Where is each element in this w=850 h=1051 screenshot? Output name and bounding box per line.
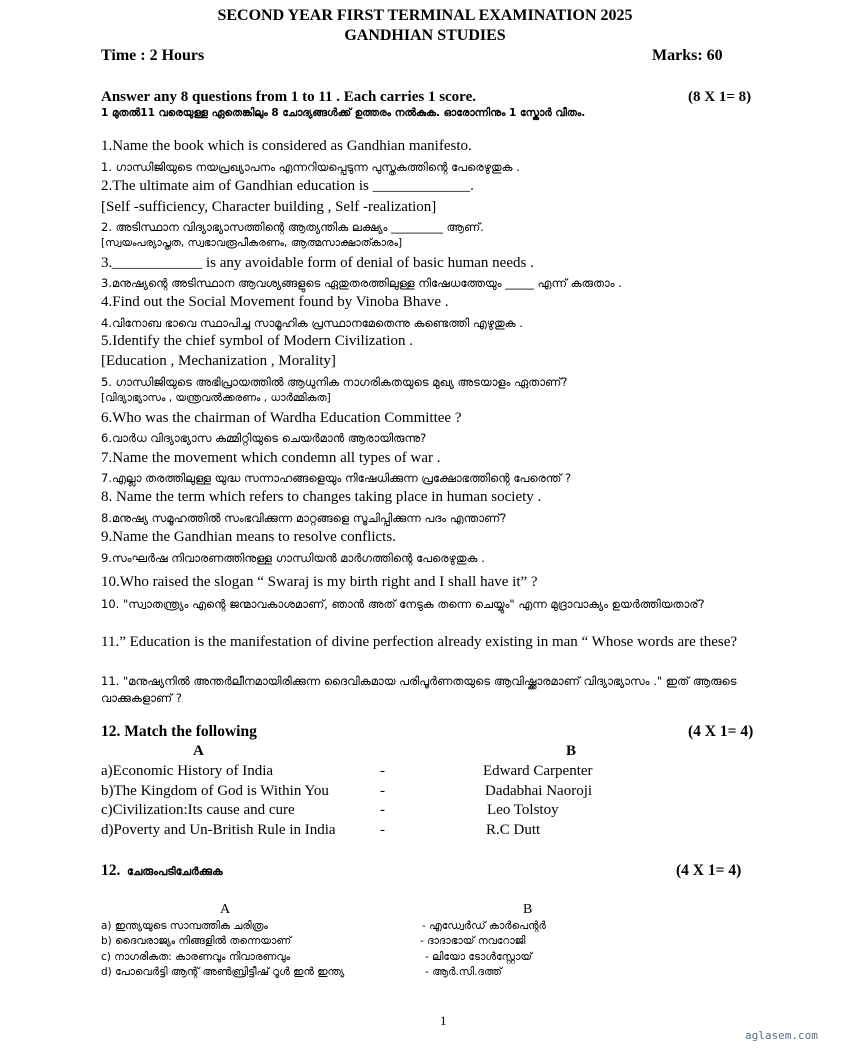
- match-row-b: Leo Tolstoy: [487, 802, 559, 818]
- match-row-dash: -: [380, 783, 385, 799]
- question-11-ml: 11. "മനുഷ്യനിൽ അന്തർലീനമായിരിക്കുന്ന ദൈവികമായ പരിപൂർണതയുടെ ആവിഷ്ക്കാരമാണ് വിദ്യാഭ്യാസം ." ഇത് ആരുടെ വാക്കുകളാണ് ?: [101, 674, 737, 705]
- match-ml-title: ചേരുംപടിചേർക്കുക: [127, 865, 223, 878]
- match-row-a: a)Economic History of India: [101, 763, 274, 779]
- match-ml-row-a: c) നാഗരികത: കാരണവും നിവാരണവും: [101, 951, 291, 963]
- match-title: 12. Match the following: [101, 723, 257, 740]
- exam-title: SECOND YEAR FIRST TERMINAL EXAMINATION 2025: [217, 7, 633, 24]
- question-10-ml: 10. "സ്വാതന്ത്ര്യം എന്റെ ജന്മാവകാശമാണ്, ഞാൻ അത് നേടുക തന്നെ ചെയ്യും" എന്ന മുദ്രാവാക്യം ഉയർത്തിയതാര്?: [101, 597, 705, 611]
- question-7-ml: 7.എല്ലാ തരത്തിലുള്ള യുദ്ധ സന്നാഹങ്ങളെയും നിഷേധിക്കുന്ന പ്രക്ഷോഭത്തിന്റെ പേരെന്ത് ?: [101, 471, 572, 485]
- section1-score: (8 X 1= 8): [688, 89, 752, 105]
- match-row-b: Edward Carpenter: [483, 763, 593, 779]
- question-4-ml: 4.വിനോബ ഭാവെ സ്ഥാപിച്ച സാമൂഹിക പ്രസ്ഥാനമേതെന്നു കണ്ടെത്തി എഴുതുക .: [101, 316, 523, 330]
- question-5: 5.Identify the chief symbol of Modern Civilization .: [101, 333, 414, 349]
- section1-instruction: Answer any 8 questions from 1 to 11 . Each carries 1 score.: [101, 89, 476, 105]
- question-8: 8. Name the term which refers to changes taking place in human society .: [101, 489, 542, 505]
- match-ml-row-b: - എഡ്വേർഡ് കാർപെന്റർ: [422, 920, 546, 932]
- match-col-b: B: [566, 743, 577, 759]
- question-1-ml: 1. ഗാന്ധിജിയുടെ നയപ്രഖ്യാപനം എന്നറിയപ്പെടുന്ന പുസ്തകത്തിന്റെ പേരെഴുതുക .: [101, 160, 520, 174]
- question-4: 4.Find out the Social Movement found by Vinoba Bhave .: [101, 294, 449, 310]
- match-score: (4 X 1= 4): [688, 723, 754, 740]
- match-row-a: c)Civilization:Its cause and cure: [101, 802, 295, 818]
- question-11: 11.” Education is the manifestation of divine perfection already existing in man “ Whose words are these?: [101, 634, 738, 650]
- question-5-options: [Education , Mechanization , Morality]: [101, 353, 336, 369]
- match-row-b: Dadabhai Naoroji: [485, 783, 593, 799]
- section1-instruction-ml: 1 മുതൽ11 വരെയുള്ള ഏതെങ്കിലും 8 ചോദ്യങ്ങൾക്ക് ഉത്തരം നൽകുക. ഓരോന്നിനും 1 സ്കോർ വീതം.: [101, 107, 586, 119]
- subject-title: GANDHIAN STUDIES: [344, 27, 506, 44]
- question-9: 9.Name the Gandhian means to resolve conflicts.: [101, 529, 396, 545]
- question-5-ml-options: [വിദ്യാഭ്യാസം , യന്ത്രവൽക്കരണം , ധാർമ്മികത]: [101, 392, 331, 404]
- question-8-ml: 8.മനുഷ്യ സമൂഹത്തിൽ സംഭവിക്കുന്ന മാറ്റങ്ങളെ സൂചിപ്പിക്കുന്ന പദം എന്താണ്?: [101, 511, 507, 525]
- match-ml-col-a: A: [220, 902, 231, 917]
- match-row-b: R.C Dutt: [486, 822, 541, 838]
- match-ml-score: (4 X 1= 4): [676, 862, 742, 879]
- question-7: 7.Name the movement which condemn all types of war .: [101, 450, 441, 466]
- match-ml-row-a: d) പോവെർട്ടി ആന്റ് അൺബ്രിട്ടീഷ് റൂൾ ഇൻ ഇന്ത്യ: [101, 966, 345, 978]
- question-2-ml: 2. അടിസ്ഥാന വിദ്യാഭ്യാസത്തിന്റെ ആത്യന്തിക ലക്ഷ്യം _________ ആണ്.: [101, 220, 484, 234]
- match-row-a: d)Poverty and Un-British Rule in India: [101, 822, 336, 838]
- match-ml-row-b: - ദാദാഭായ് നവറോജി: [420, 935, 526, 947]
- question-5-ml: 5. ഗാന്ധിജിയുടെ അഭിപ്രായത്തിൽ ആധുനിക നാഗരികതയുടെ മുഖ്യ അടയാളം ഏതാണ്?: [101, 375, 568, 389]
- match-row-dash: -: [380, 763, 385, 779]
- question-6: 6.Who was the chairman of Wardha Education Committee ?: [101, 410, 462, 426]
- match-row-a: b)The Kingdom of God is Within You: [101, 783, 329, 799]
- question-3: 3.____________ is any avoidable form of denial of basic human needs .: [101, 255, 534, 271]
- marks-label: Marks: 60: [652, 47, 723, 64]
- time-label: Time : 2 Hours: [101, 47, 205, 64]
- question-2-ml-options: [സ്വയംപര്യാപ്തത, സ്വഭാവരൂപീകരണം, ആത്മസാക്ഷാത്കാരം]: [101, 237, 403, 249]
- watermark: aglasem.com: [745, 1029, 818, 1042]
- match-ml-row-a: b) ദൈവരാജ്യം നിങ്ങളിൽ തന്നെയാണ്: [101, 935, 292, 947]
- match-ml-row-b: - ആർ.സി.ദത്ത്: [425, 966, 502, 978]
- question-1: 1.Name the book which is considered as Gandhian manifesto.: [101, 138, 472, 154]
- question-2: 2.The ultimate aim of Gandhian education is _____________.: [101, 178, 474, 194]
- match-ml-row-a: a) ഇന്ത്യയുടെ സാമ്പത്തിക ചരിത്രം: [101, 920, 268, 932]
- question-3-ml: 3.മനുഷ്യന്റെ അടിസ്ഥാന ആവശ്യങ്ങളുടെ ഏതുതരത്തിലുള്ള നിഷേധത്തേയും _____ എന്ന് കരുതാം .: [101, 276, 622, 290]
- match-col-a: A: [193, 743, 204, 759]
- match-row-dash: -: [380, 822, 385, 838]
- page-number: 1: [440, 1013, 447, 1028]
- match-ml-col-b: B: [523, 902, 533, 917]
- question-6-ml: 6.വാർധ വിദ്യാഭ്യാസ കമ്മിറ്റിയുടെ ചെയർമാൻ ആരായിരുന്നു?: [101, 431, 427, 445]
- question-10: 10.Who raised the slogan “ Swaraj is my birth right and I shall have it” ?: [101, 574, 538, 590]
- question-9-ml: 9.സംഘർഷ നിവാരണത്തിനുള്ള ഗാന്ധിയൻ മാർഗത്തിന്റെ പേരെഴുതുക .: [101, 551, 485, 565]
- match-ml-row-b: - ലിയോ ടോൾസ്റ്റോയ്: [425, 951, 533, 963]
- question-2-options: [Self -sufficiency, Character building , Self -realization]: [101, 199, 437, 215]
- match-ml-number: 12.: [101, 862, 121, 879]
- match-row-dash: -: [380, 802, 385, 818]
